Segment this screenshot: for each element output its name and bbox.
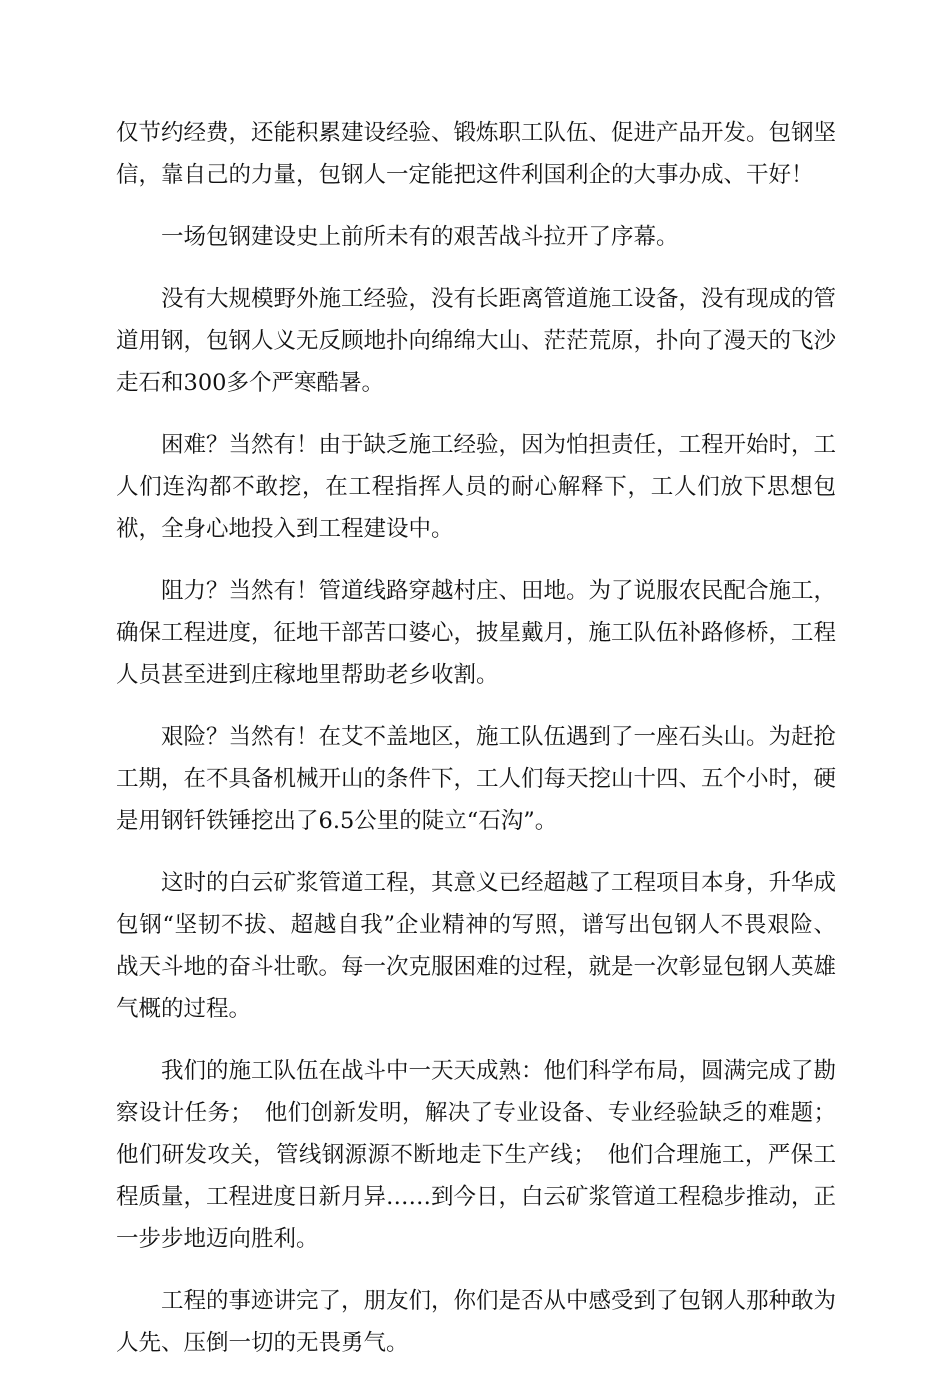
document-body: [116, 112, 836, 1384]
paragraph: 没有大规模野外施工经验，没有长距离管道施工设备，没有现成的管道用钢，包钢人义无反顾地扑向绵绵大山、茫茫荒原，扑向了漫天的飞沙走石和300多个严寒酷暑。: [116, 286, 837, 396]
paragraph: 我们的施工队伍在战斗中一天天成熟：他们科学布局，圆满完成了勘察设计任务； 他们创新发明，解决了专业设备、专业经验缺乏的难题；他们研发攻关，管线钢源源不断地走下生产线； 他们合理施工，严保工程质量，工程进度日新月异……到今日，白云矿浆管道工程稳步推动，正一步步地迈向胜利。: [116, 1058, 837, 1252]
paragraph: 阻力？当然有！管道线路穿越村庄、田地。为了说服农民配合施工，确保工程进度，征地干部苦口婆心，披星戴月，施工队伍补路修桥，工程人员甚至进到庄稼地里帮助老乡收割。: [116, 578, 837, 688]
paragraph: 工程的事迹讲完了，朋友们，你们是否从中感受到了包钢人那种敢为人先、压倒一切的无畏勇气。: [116, 1288, 837, 1356]
paragraph: 一场包钢建设史上前所未有的艰苦战斗拉开了序幕。: [161, 224, 679, 250]
paragraph: 这时的白云矿浆管道工程，其意义已经超越了工程项目本身，升华成包钢“坚韧不拔、超越自我”企业精神的写照，谱写出包钢人不畏艰险、战天斗地的奋斗壮歌。每一次克服困难的过程，就是一次彰显包钢人英雄气概的过程。: [116, 870, 837, 1022]
paragraph: 艰险？当然有！在艾不盖地区，施工队伍遇到了一座石头山。为赶抢工期，在不具备机械开山的条件下，工人们每天挖山十四、五个小时，硬是用钢钎铁锤挖出了6.5公里的陡立“石沟”。: [116, 724, 837, 834]
paragraph: 困难？当然有！由于缺乏施工经验，因为怕担责任，工程开始时，工人们连沟都不敢挖，在工程指挥人员的耐心解释下，工人们放下思想包袱，全身心地投入到工程建设中。: [116, 432, 837, 542]
paragraph: 仅节约经费，还能积累建设经验、锻炼职工队伍、促进产品开发。包钢坚信，靠自己的力量，包钢人一定能把这件利国利企的大事办成、干好！: [116, 120, 837, 188]
